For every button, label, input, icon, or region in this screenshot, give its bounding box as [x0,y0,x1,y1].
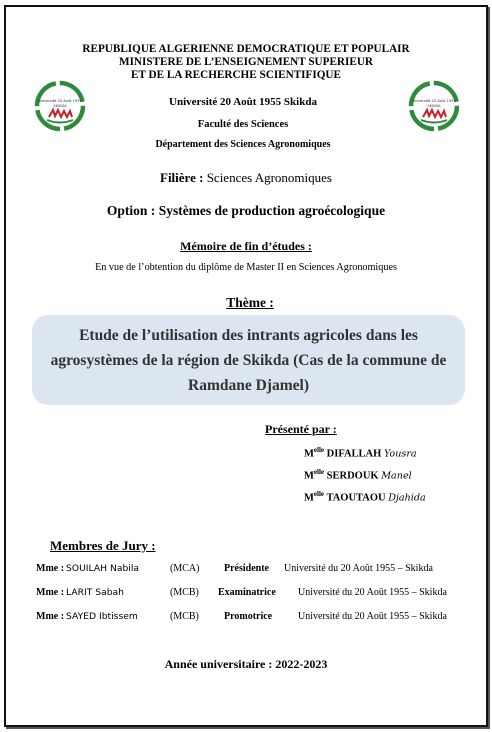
student-first-name: Yousra [383,448,417,460]
jury-name: SOUILAH Nabila [66,563,140,574]
jury-grade: (MCA) [170,563,200,574]
jury-label: Membres de Jury : [50,538,156,553]
filiere-value: Sciences Agronomiques [206,170,332,185]
student-prefix-sup: elle [313,468,325,476]
jury-institution: Université du 20 Août 1955 – Skikda [298,587,447,598]
memoire-title: Mémoire de fin d’études : [180,239,312,253]
jury-title: Mme : [36,587,65,598]
student-last-name: TAOUTAOU [326,492,386,504]
student-prefix: M [304,492,314,504]
jury-name: LARIT Sabah [66,587,124,598]
option-label: Option : [106,203,156,218]
student-first-name: Manel [381,470,412,482]
student-prefix: M [304,470,314,482]
jury-name: SAYED Ibtissem [66,611,138,622]
theme-line-2: agrosystèmes de la région de Skikda (Cas de la commune de [50,351,447,369]
student-prefix: M [304,448,314,460]
header-line-1: REPUBLIQUE ALGERIENNE DEMOCRATIQUE ET POPULAIR [82,43,410,55]
department-name: Département des Sciences Agronomiques [155,139,331,150]
jury-row [36,563,476,577]
student-first-name: Djahida [388,492,426,504]
theme-line-1: Etude de l’utilisation des intrants agricoles dans les [79,326,418,344]
theme-line-3: Ramdane Djamel) [188,376,309,394]
jury-role: Examinatrice [218,587,276,598]
jury-role: Présidente [224,563,269,574]
header-line-2: MINISTERE DE L’ENSEIGNEMENT SUPERIEUR [119,56,373,68]
theme-box [32,315,465,405]
memoire-subtitle: En vue de l’obtention du diplôme de Master II en Sciences Agronomiques [95,262,397,273]
logo-caption-1: Université 20 Août 1955 [38,99,82,103]
jury-row [36,611,476,625]
theme-text [44,323,454,398]
jury-row [36,587,476,601]
option-value: Systèmes de production agroécologique [158,203,386,218]
logo-caption-1: Université 20 Août 1955 [412,99,456,103]
student-row [304,446,417,460]
jury-title: Mme : [36,611,65,622]
student-prefix-sup: elle [313,490,325,498]
presented-label: Présenté par : [265,422,337,436]
header-line-3: ET DE LA RECHERCHE SCIENTIFIQUE [131,69,341,81]
university-name: Université 20 Août 1955 Skikda [169,96,317,108]
student-last-name: DIFALLAH [326,448,382,460]
jury-institution: Université du 20 Août 1955 – Skikda [298,611,447,622]
jury-title: Mme : [36,563,65,574]
logo-caption-2: SKIKDA [53,104,67,108]
theme-label: Thème : [226,295,274,310]
logo-caption-2: SKIKDA [427,104,441,108]
filiere-line [0,170,492,186]
student-row [304,490,426,504]
student-row [304,468,412,482]
student-prefix-sup: elle [313,446,325,454]
academic-year: Année universitaire : 2022-2023 [164,657,328,671]
option-line [0,203,492,219]
jury-grade: (MCB) [170,587,199,598]
jury-role: Promotrice [224,611,273,622]
jury-grade: (MCB) [170,611,199,622]
student-last-name: SERDOUK [326,470,379,482]
jury-institution: Université du 20 Août 1955 – Skikda [284,563,433,574]
faculty-name: Faculté des Sciences [197,119,289,130]
filiere-label: Filière : [160,170,204,185]
